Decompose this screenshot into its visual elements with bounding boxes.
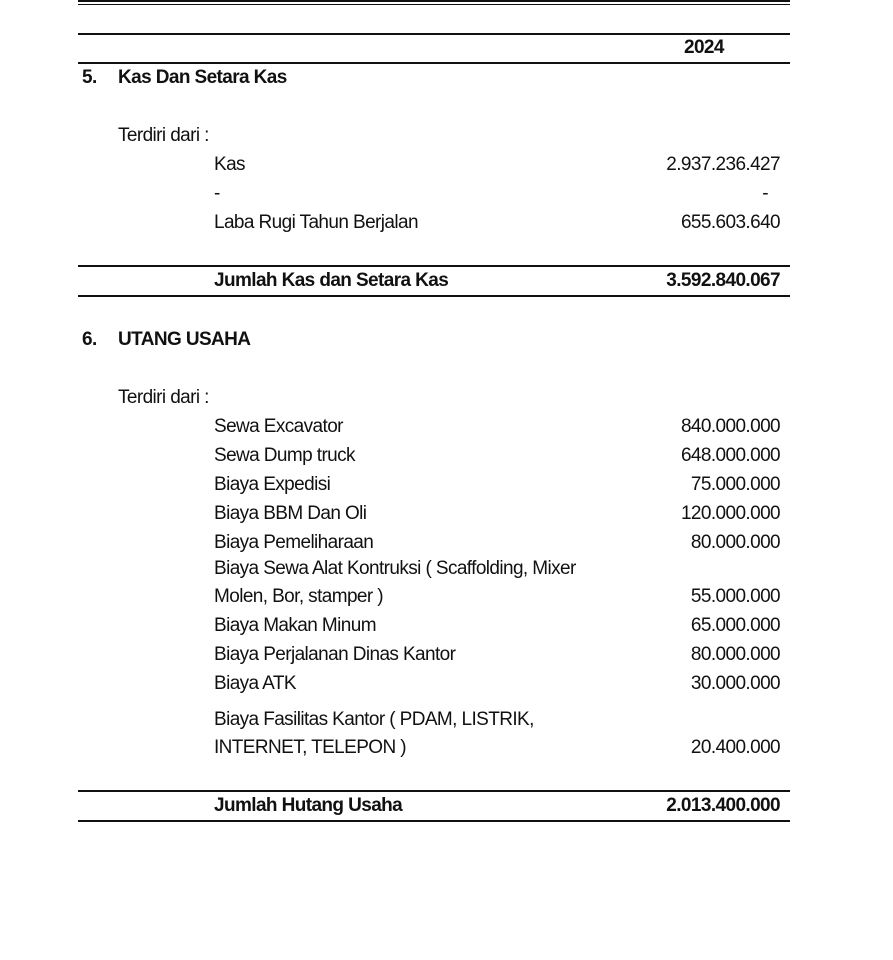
- section-6-item-label: Sewa Dump truck: [214, 445, 355, 466]
- section-6-item-value: 20.400.000: [690, 737, 780, 758]
- column-year-header: 2024: [684, 37, 724, 58]
- section-6-number: 6.: [82, 329, 97, 350]
- section-5-item-label: -: [214, 183, 220, 204]
- section-6-item-label: Biaya Perjalanan Dinas Kantor: [214, 644, 456, 665]
- section-5-total-value: 3.592.840.067: [666, 270, 780, 291]
- section-6-item-label-continued: Molen, Bor, stamper ): [214, 586, 384, 607]
- section-6-item-label-continued: INTERNET, TELEPON ): [214, 737, 407, 758]
- section-6-total-rule-top: [78, 790, 790, 792]
- section-6-item-value: 55.000.000: [690, 586, 780, 607]
- section-6-title: UTANG USAHA: [118, 329, 251, 350]
- section-5-number: 5.: [82, 67, 97, 88]
- section-5-item-value: 2.937.236.427: [666, 154, 780, 175]
- section-5-total-rule-bottom: [78, 295, 790, 297]
- section-6-item-label: Biaya ATK: [214, 673, 296, 694]
- section-6-item-value: 120.000.000: [680, 503, 780, 524]
- header-rule-bottom: [78, 62, 790, 64]
- section-5-total-label: Jumlah Kas dan Setara Kas: [214, 270, 449, 291]
- section-6-item-value: 840.000.000: [680, 416, 780, 437]
- section-6-item-value: 80.000.000: [690, 644, 780, 665]
- section-5-item-label: Laba Rugi Tahun Berjalan: [214, 212, 418, 233]
- section-6-intro: Terdiri dari :: [118, 387, 209, 408]
- section-6-item-value: 30.000.000: [690, 673, 780, 694]
- section-6-item-label: Biaya Expedisi: [214, 474, 331, 495]
- section-5-item-value: 655.603.640: [680, 212, 780, 233]
- section-6-item-value: 80.000.000: [690, 532, 780, 553]
- section-6-item-label: Sewa Excavator: [214, 416, 343, 437]
- section-6-item-label: Biaya Makan Minum: [214, 615, 376, 636]
- section-5-item-value: -: [762, 183, 768, 204]
- section-6-item-label: Biaya Fasilitas Kantor ( PDAM, LISTRIK,: [214, 709, 534, 730]
- section-6-item-value: 75.000.000: [690, 474, 780, 495]
- section-6-item-label: Biaya BBM Dan Oli: [214, 503, 367, 524]
- section-5-intro: Terdiri dari :: [118, 125, 209, 146]
- top-double-rule-lower: [78, 4, 790, 5]
- section-6-item-label: Biaya Pemeliharaan: [214, 532, 374, 553]
- section-6-total-value: 2.013.400.000: [666, 795, 780, 816]
- section-5-title: Kas Dan Setara Kas: [118, 67, 287, 88]
- section-5-item-label: Kas: [214, 154, 245, 175]
- section-6-item-value: 648.000.000: [680, 445, 780, 466]
- section-5-total-rule-top: [78, 265, 790, 267]
- header-rule-top: [78, 33, 790, 35]
- top-double-rule-upper: [78, 0, 790, 2]
- section-6-item-label: Biaya Sewa Alat Kontruksi ( Scaffolding, Mixer: [214, 558, 576, 579]
- section-6-item-value: 65.000.000: [690, 615, 780, 636]
- section-6-total-label: Jumlah Hutang Usaha: [214, 795, 403, 816]
- section-6-total-rule-bottom: [78, 820, 790, 822]
